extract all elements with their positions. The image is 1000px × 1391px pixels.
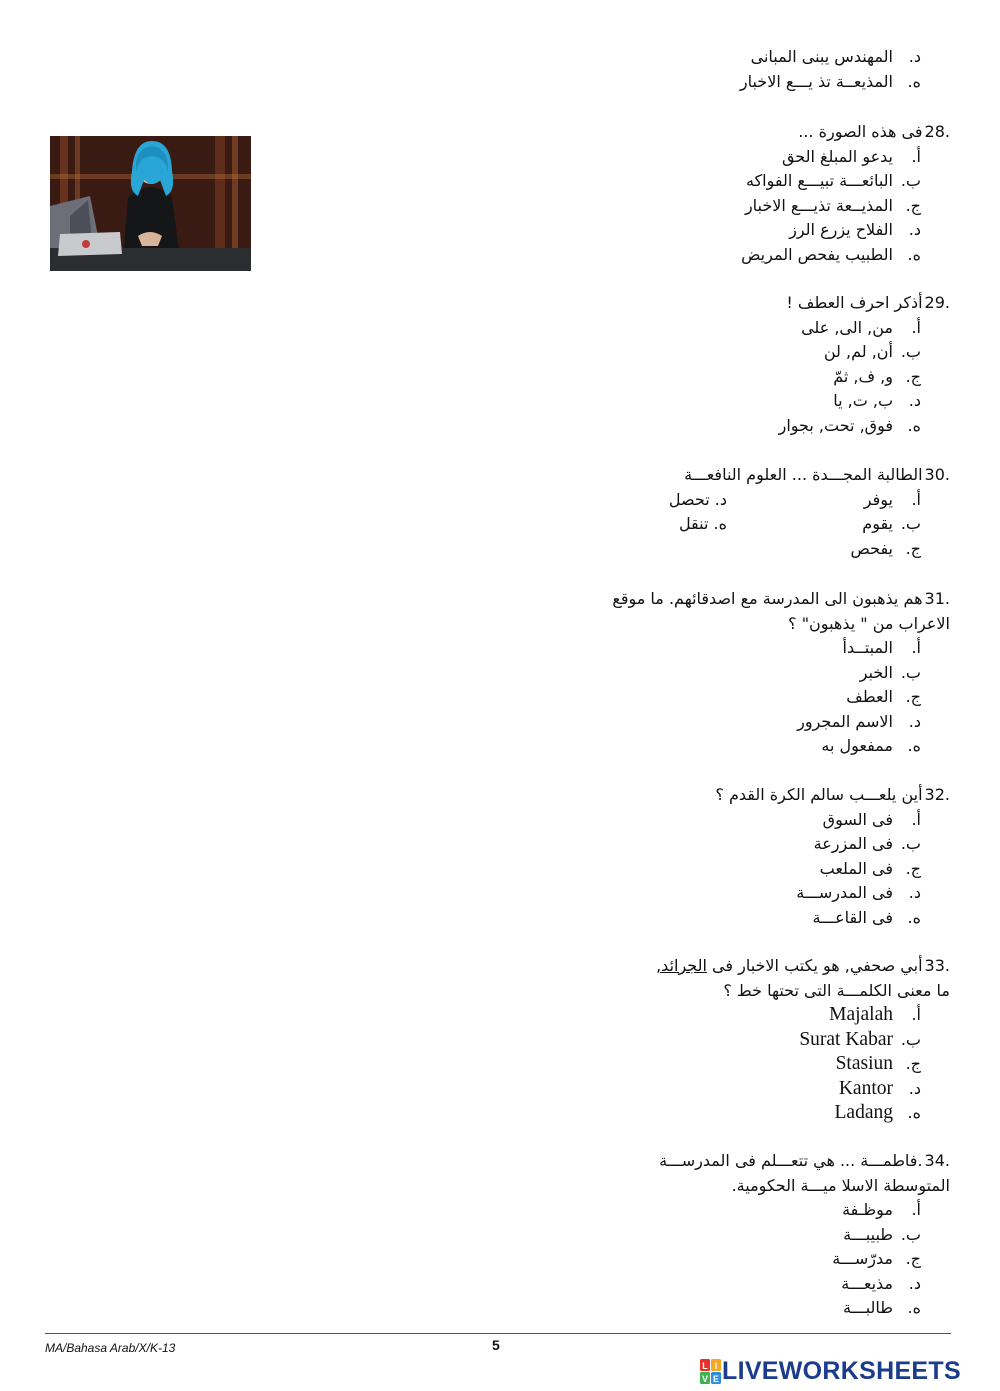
option-e[interactable]: ه. فى القاعـــة — [812, 907, 921, 927]
option-d[interactable]: د. فى المدرســـة — [796, 883, 921, 902]
option-c[interactable]: ج. العطف — [846, 687, 921, 706]
option-row[interactable]: ب. يقوم ه. تنقل — [678, 514, 921, 533]
option-a[interactable]: أ. المبتــدأ — [842, 638, 921, 657]
liveworksheets-logo[interactable] — [700, 1357, 961, 1386]
question-stem: 31.هم يذهبون الى المدرسة مع اصدقائهم. ما موقع الاعراب من " يذهبون" ؟ — [612, 589, 950, 633]
question-stem: 29.أذكر احرف العطف ! — [786, 293, 950, 312]
option-b[interactable]: ب. البائعـــة تبيـــع الفواكه — [745, 171, 921, 190]
option-c[interactable]: ج. فى الملعب — [819, 858, 921, 878]
option-row[interactable]: ج. يفحص — [850, 538, 921, 558]
footer-course-code: MA/Bahasa Arab/X/K-13 — [45, 1341, 176, 1355]
question-30 — [600, 463, 950, 561]
svg-text:I: I — [714, 1360, 718, 1371]
option-e[interactable]: ه. الطبيب يفحص المريض — [741, 244, 921, 264]
question-stem: 28.فى هذه الصورة ... — [798, 122, 950, 141]
option-b[interactable]: ب. طبيبـــة — [843, 1224, 921, 1244]
option-c[interactable]: ج. Stasiun — [835, 1053, 921, 1074]
option-b[interactable]: ب. فى المزرعة — [813, 834, 921, 853]
option-d[interactable]: د. الفلاح يزرع الرز — [789, 220, 921, 239]
question-stem: 33.أبي صحفي, هو يكتب الاخبار فى الجرائد, ما معنى الكلمـــة التى تحتها خط ؟ — [656, 956, 950, 1000]
option-c[interactable]: ج. المذيــعة تذيـــع الاخبار — [744, 195, 921, 215]
option-b[interactable]: ب. الخبر — [859, 662, 921, 682]
option-d[interactable]: د. المهندس يبنى المبانى — [750, 47, 921, 66]
option-a[interactable]: أ. موظـفة — [842, 1200, 921, 1219]
option-a[interactable]: أ. فى السوق — [822, 809, 921, 829]
option-b[interactable]: ب. أن, لم, لن — [823, 342, 921, 361]
question-28 — [600, 120, 950, 267]
footer-divider — [45, 1333, 951, 1334]
brand-name: LIVEWORKSHEETS — [722, 1357, 961, 1385]
liveworksheets-icon — [700, 1359, 722, 1385]
option-e[interactable]: ه. ممفعول به — [821, 736, 921, 755]
option-row[interactable]: أ. يوفر د. تحصل — [668, 489, 921, 509]
underlined-word: الجرائد, — [656, 956, 707, 975]
option-a[interactable]: أ. من, الى, على — [801, 317, 921, 337]
option-c[interactable]: ج. مدرّســـة — [832, 1249, 921, 1268]
option-b[interactable]: ب. Surat Kabar — [799, 1028, 921, 1050]
question-29 — [600, 291, 950, 438]
option-e[interactable]: ه. Ladang — [834, 1102, 921, 1123]
option-e[interactable]: ه. طالبـــة — [843, 1298, 921, 1317]
svg-text:V: V — [701, 1373, 709, 1384]
question-34 — [600, 1149, 950, 1321]
option-a[interactable]: أ. Majalah — [829, 1004, 921, 1025]
page-number: 5 — [492, 1337, 500, 1353]
question-32 — [600, 783, 950, 930]
question-stem: 34..فاطمـــة ... هي تتعـــلم فى المدرســـة المتوسطة الاسلا ميـــة الحكومية. — [659, 1151, 950, 1195]
question-stem: 30.الطالبة المجـــدة ... العلوم النافعـــة — [684, 465, 950, 484]
question-27-tail — [600, 45, 950, 94]
news-anchor-photo — [50, 136, 251, 271]
question-stem: 32.أين يلعـــب سالم الكرة القدم ؟ — [715, 785, 950, 804]
option-c[interactable]: ج. و, ف, ثمّ — [833, 366, 921, 386]
option-e[interactable]: ه. المذيعــة تذ يـــع الاخبار — [739, 71, 921, 91]
option-e[interactable]: ه. فوق, تحت, بجوار — [778, 415, 921, 435]
svg-text:E: E — [712, 1373, 720, 1384]
option-d[interactable]: د. مذيعـــة — [841, 1273, 921, 1293]
svg-text:L: L — [702, 1360, 708, 1371]
option-a[interactable]: أ. يدعو المبلغ الحق — [781, 146, 921, 166]
question-31 — [600, 587, 950, 759]
question-33 — [600, 954, 950, 1126]
option-d[interactable]: د. الاسم المجرور — [797, 711, 921, 731]
option-d[interactable]: د. Kantor — [838, 1077, 921, 1099]
option-d[interactable]: د. ب, ت, يا — [833, 391, 921, 410]
